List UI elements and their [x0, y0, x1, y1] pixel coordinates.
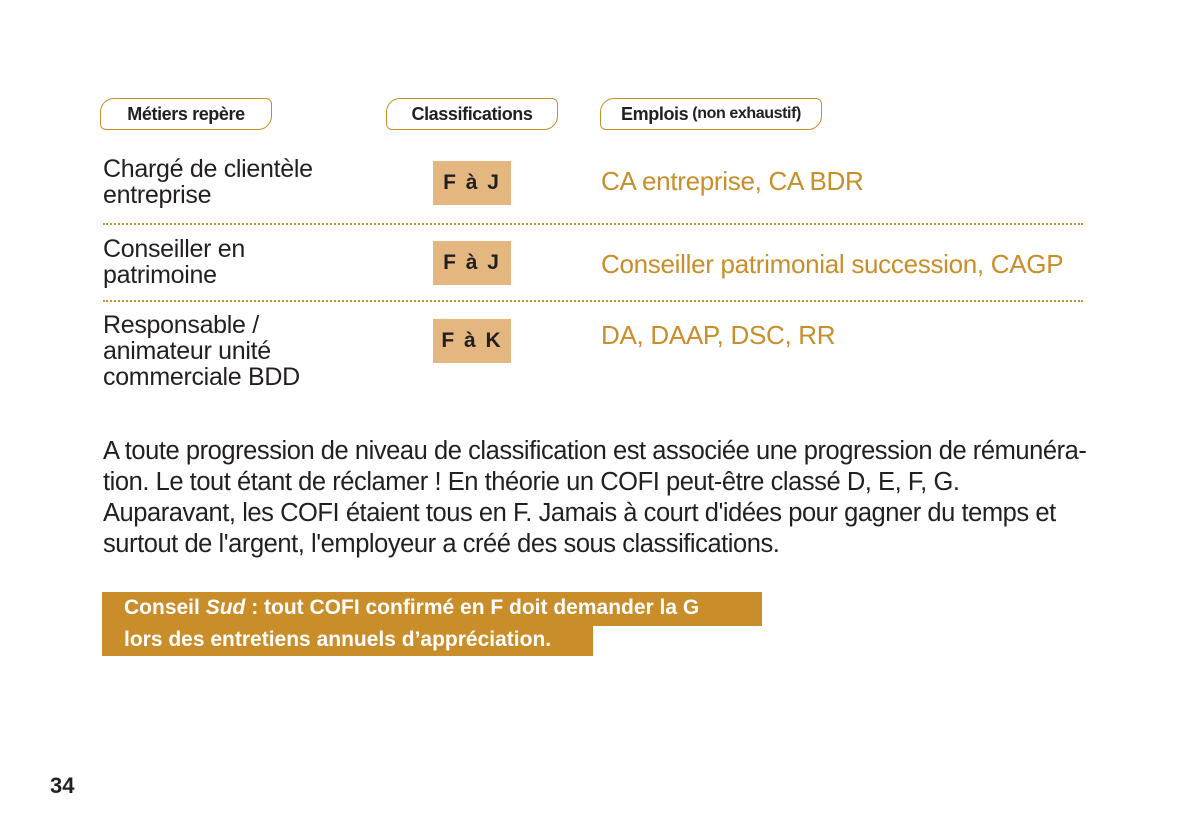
header-metiers-repere [100, 98, 272, 130]
table-row [103, 236, 1083, 296]
classification-badge: F à K [433, 319, 511, 363]
job-title-line: animateur unité [103, 337, 271, 365]
paragraph-line: tion. Le tout étant de réclamer ! En théorie un COFI peut-être classé D, E, F, G. [103, 468, 960, 496]
classification-badge: F à J [433, 241, 511, 285]
body-paragraph [103, 436, 1103, 560]
job-title-line: Chargé de clientèle [103, 155, 313, 183]
row-divider [103, 300, 1083, 302]
table-row [103, 312, 1083, 396]
advice-line1-rest: : tout COFI confirmé en F doit demander la G [245, 596, 700, 619]
advice-highlight-line2 [102, 624, 593, 656]
job-title [103, 312, 300, 390]
emplois-text: Conseiller patrimonial succession, CAGP [601, 249, 1064, 279]
advice-line2: lors des entretiens annuels d’appréciation. [124, 628, 552, 651]
emplois-text: DA, DAAP, DSC, RR [601, 320, 836, 350]
job-title [103, 156, 313, 208]
header-classifications-label: Classifications [411, 103, 533, 124]
page-number: 34 [50, 773, 75, 798]
paragraph-line: surtout de l'argent, l'employeur a créé des sous classifications. [103, 530, 780, 558]
job-title [103, 236, 245, 288]
header-emplois-paren: (non exhaustif) [692, 105, 801, 122]
row-divider [103, 223, 1083, 225]
classification-badge: F à J [433, 161, 511, 205]
job-title-line: Conseiller en [103, 235, 246, 263]
paragraph-line: A toute progression de niveau de classification est associée une progression de rémunéra- [103, 437, 1087, 465]
job-title-line: commerciale BDD [103, 363, 300, 391]
header-emplois [600, 98, 822, 130]
job-title-line: entreprise [103, 181, 212, 209]
paragraph-line: Auparavant, les COFI étaient tous en F. Jamais à court d'idées pour gagner du temps et [103, 499, 1056, 527]
table-row [103, 156, 1083, 216]
job-title-line: Responsable / [103, 311, 259, 339]
job-title-line: patrimoine [103, 261, 217, 289]
advice-highlight-line1 [102, 592, 762, 626]
advice-italic: Sud [205, 596, 246, 619]
advice-prefix: Conseil [124, 596, 206, 619]
header-emplois-label: Emplois [621, 103, 689, 124]
header-classifications [386, 98, 558, 130]
emplois-text: CA entreprise, CA BDR [601, 166, 864, 196]
header-metiers-label: Métiers repère [127, 103, 245, 124]
